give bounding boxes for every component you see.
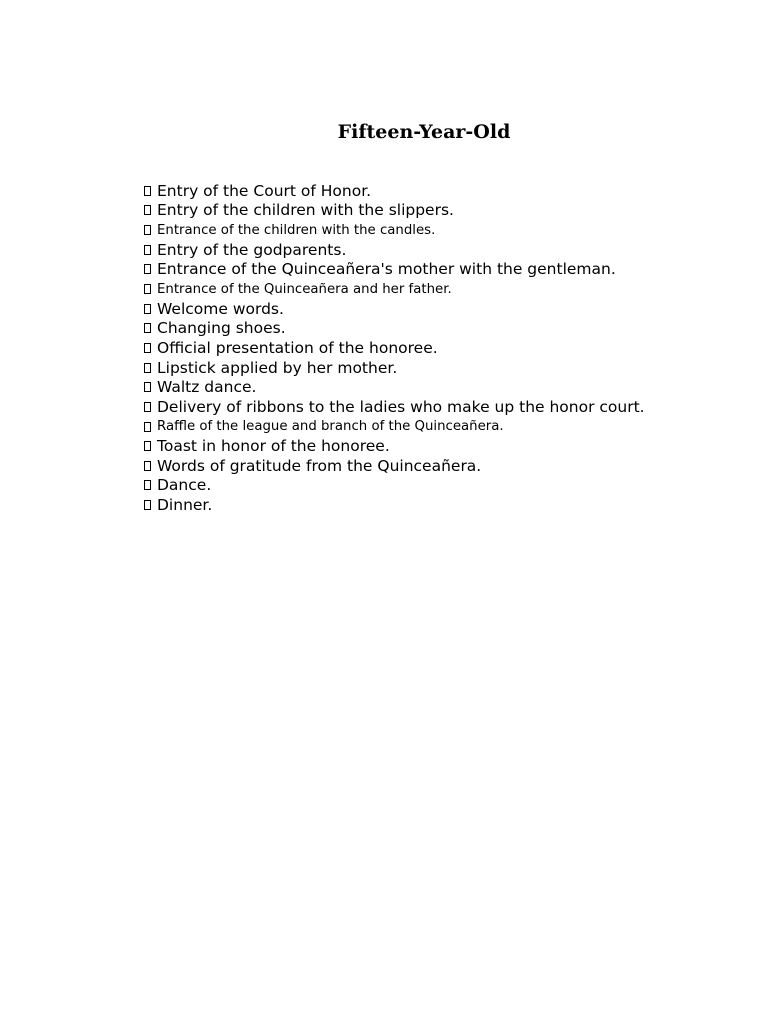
program-item: [144, 318, 645, 338]
program-item: [144, 456, 645, 476]
program-item-text: Entry of the godparents.: [157, 240, 347, 259]
checkbox-bullet-icon: [144, 480, 151, 490]
program-item: [144, 181, 645, 201]
program-item-text: Waltz dance.: [157, 378, 257, 397]
program-item-text: Entrance of the Quinceañera and her father.: [157, 281, 452, 297]
program-list: [144, 181, 645, 515]
checkbox-bullet-icon: [144, 304, 151, 314]
program-item: [144, 476, 645, 496]
checkbox-bullet-icon: [144, 225, 151, 235]
program-item-text: Dinner.: [157, 496, 213, 515]
checkbox-bullet-icon: [144, 382, 151, 392]
program-item: [144, 377, 645, 397]
program-item-text: Dance.: [157, 476, 212, 495]
program-item: [144, 201, 645, 221]
program-item-text: Entrance of the Quinceañera's mother with the gentleman.: [157, 260, 616, 279]
checkbox-bullet-icon: [144, 461, 151, 471]
program-item-text: Raffle of the league and branch of the Quinceañera.: [157, 419, 504, 434]
program-item: [144, 436, 645, 456]
program-item: [144, 417, 645, 437]
program-item-text: Lipstick applied by her mother.: [157, 358, 398, 377]
program-item: [144, 495, 645, 515]
checkbox-bullet-icon: [144, 284, 151, 294]
program-item: [144, 299, 645, 319]
program-item: [144, 240, 645, 260]
document-title: Fifteen-Year-Old: [337, 121, 511, 143]
checkbox-bullet-icon: [144, 343, 151, 353]
program-item-text: Welcome words.: [157, 299, 284, 318]
checkbox-bullet-icon: [144, 245, 151, 255]
program-item-text: Delivery of ribbons to the ladies who make up the honor court.: [157, 397, 645, 416]
checkbox-bullet-icon: [144, 441, 151, 451]
program-item-text: Entry of the Court of Honor.: [157, 181, 372, 200]
checkbox-bullet-icon: [144, 422, 151, 432]
program-item-text: Words of gratitude from the Quinceañera.: [157, 456, 482, 475]
checkbox-bullet-icon: [144, 500, 151, 510]
checkbox-bullet-icon: [144, 205, 151, 215]
program-item: [144, 279, 645, 299]
program-item-text: Toast in honor of the honoree.: [157, 437, 390, 456]
checkbox-bullet-icon: [144, 264, 151, 274]
checkbox-bullet-icon: [144, 186, 151, 196]
checkbox-bullet-icon: [144, 402, 151, 412]
program-item: [144, 338, 645, 358]
program-item-text: Entrance of the children with the candles.: [157, 222, 436, 238]
checkbox-bullet-icon: [144, 323, 151, 333]
program-item-text: Entry of the children with the slippers.: [157, 201, 454, 220]
program-item: [144, 260, 645, 280]
program-item-text: Official presentation of the honoree.: [157, 338, 438, 357]
program-item: [144, 397, 645, 417]
checkbox-bullet-icon: [144, 363, 151, 373]
program-item: [144, 358, 645, 378]
program-item: [144, 220, 645, 240]
program-item-text: Changing shoes.: [157, 319, 286, 338]
